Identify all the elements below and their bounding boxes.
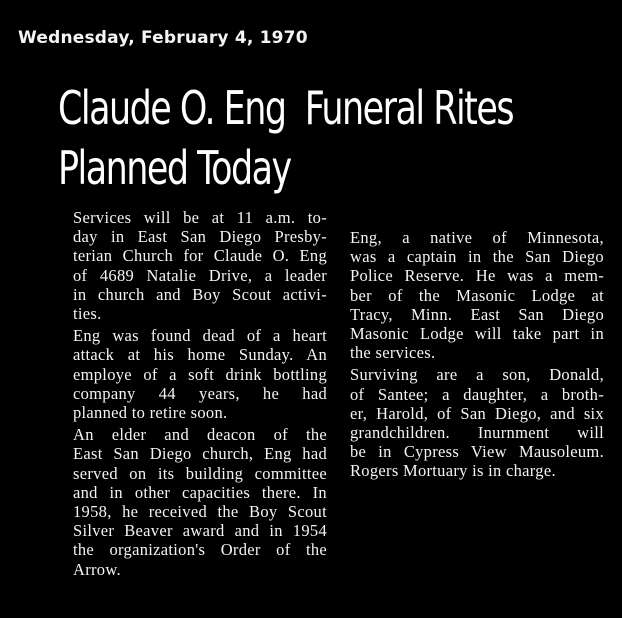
text-line: company 44 years, he had — [73, 383, 327, 403]
article-column-right — [336, 228, 604, 484]
text-line: Tracy, Minn. East San Diego — [350, 304, 604, 324]
text-line: day in East San Diego Presby- — [73, 227, 327, 247]
text-line: of 4689 Natalie Drive, a leader — [73, 265, 327, 285]
paragraph — [59, 425, 327, 579]
dateline: Wednesday, February 4, 1970 — [18, 28, 308, 48]
paragraph — [59, 326, 327, 422]
paragraph — [59, 208, 327, 323]
headline-line-1: Claude O. Eng Funeral Rites — [58, 81, 514, 135]
text-line: er, Harold, of San Diego, and six — [350, 403, 604, 423]
text-line: Arrow. — [73, 559, 121, 579]
text-line: of Santee; a daughter, a broth- — [350, 384, 604, 404]
text-line: Masonic Lodge will take part in — [350, 324, 604, 344]
text-line: be in Cypress View Mausoleum. — [350, 442, 604, 462]
text-line: employe of a soft drink bottling — [73, 364, 327, 384]
text-line: Surviving are a son, Donald, — [350, 365, 604, 385]
paragraph — [336, 228, 604, 362]
text-line: Eng, a native of Minnesota, — [350, 228, 604, 247]
text-line: the organization's Order of the — [73, 540, 327, 560]
text-line: Police Reserve. He was a mem- — [350, 266, 604, 286]
text-line: served on its building committee — [73, 463, 327, 483]
text-line: Rogers Mortuary is in charge. — [350, 461, 556, 481]
text-line: Eng was found dead of a heart — [73, 326, 327, 346]
text-line: Services will be at 11 a.m. to- — [73, 208, 327, 227]
text-line: and in other capacities there. In — [73, 482, 327, 502]
headline-line-2: Planned Today — [58, 141, 291, 195]
text-line: Silver Beaver award and in 1954 — [73, 521, 327, 541]
headline — [58, 78, 514, 198]
paragraph — [336, 365, 604, 480]
article-column-left — [59, 208, 327, 582]
text-line: in church and Boy Scout activi- — [73, 284, 327, 304]
text-line: planned to retire soon. — [73, 403, 228, 423]
text-line: ber of the Masonic Lodge at — [350, 285, 604, 305]
text-line: grandchildren. Inurnment will — [350, 423, 604, 443]
text-line: East San Diego church, Eng had — [73, 444, 327, 464]
text-line: attack at his home Sunday. An — [73, 345, 327, 365]
text-line: was a captain in the San Diego — [350, 247, 604, 267]
text-line: ties. — [73, 304, 102, 324]
text-line: An elder and deacon of the — [73, 425, 327, 445]
text-line: 1958, he received the Boy Scout — [73, 502, 327, 522]
text-line: terian Church for Claude O. Eng — [73, 246, 327, 266]
text-line: the services. — [350, 343, 436, 363]
